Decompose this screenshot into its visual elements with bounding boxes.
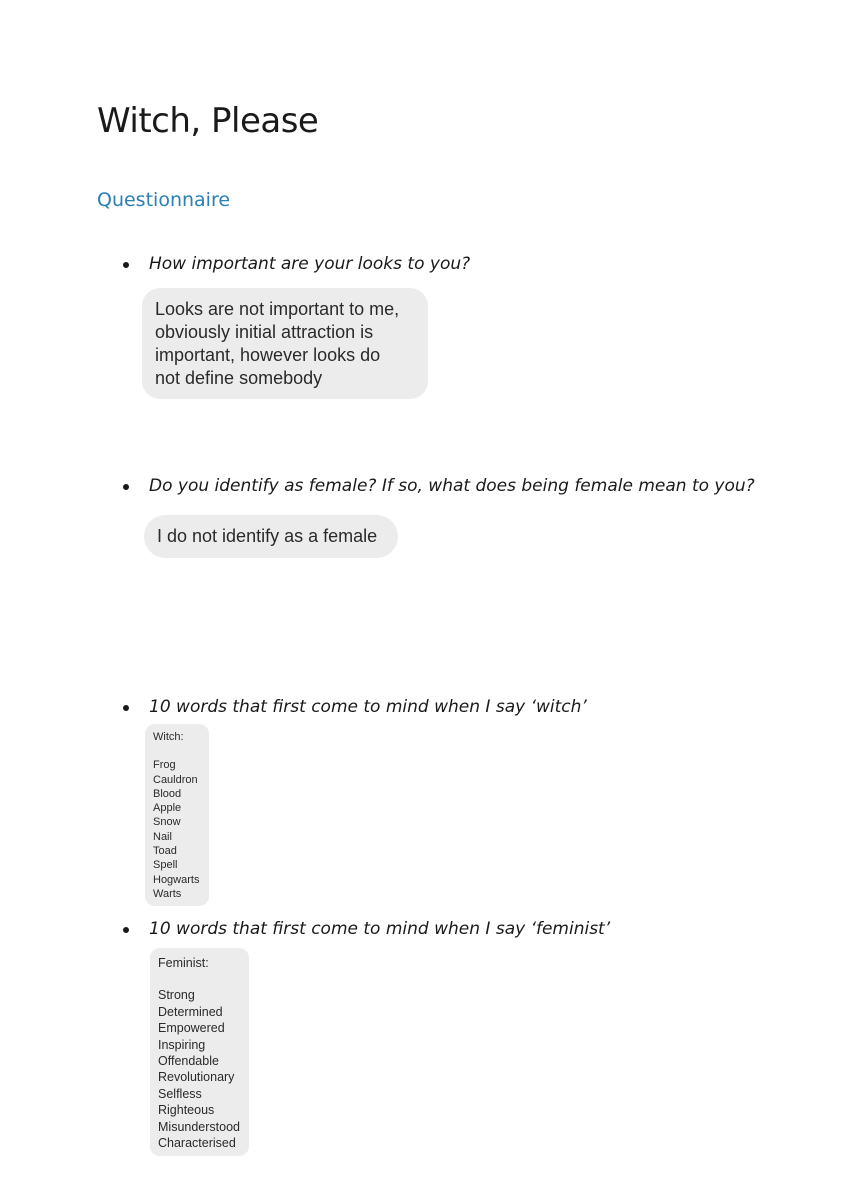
bullet-icon: [123, 705, 129, 711]
word-item: Frog: [153, 759, 176, 772]
word-item: Cauldron: [153, 773, 198, 786]
word-list-bubble: [150, 948, 249, 1156]
question-text: How important are your looks to you?: [149, 254, 471, 274]
answer-line: important, however looks do: [155, 345, 381, 365]
word-item: Blood: [153, 787, 182, 800]
word-item: Misunderstood: [158, 1119, 240, 1134]
word-item: Offendable: [158, 1054, 219, 1069]
word-list-heading: Feminist:: [158, 956, 209, 970]
word-item: Toad: [153, 845, 177, 858]
word-list-bubble: [145, 724, 209, 906]
word-list: [153, 758, 201, 901]
answer-line: obviously initial attraction is: [155, 322, 374, 342]
answer-line: not define somebody: [155, 368, 323, 388]
word-item: Inspiring: [158, 1037, 206, 1052]
word-item: Determined: [158, 1004, 223, 1019]
word-item: Empowered: [158, 1021, 225, 1036]
word-item: Hogwarts: [153, 873, 200, 886]
word-list-heading: Witch:: [153, 731, 184, 743]
bullet-icon: [123, 484, 129, 490]
answer-line: Looks are not important to me,: [155, 299, 400, 319]
word-item: Characterised: [158, 1136, 236, 1151]
answer-bubble: [142, 288, 428, 399]
question-text: 10 words that first come to mind when I say ‘feminist’: [149, 919, 611, 939]
answer-line: I do not identify as a female: [157, 526, 378, 546]
answer-bubble: [144, 515, 398, 558]
word-item: Warts: [153, 887, 182, 900]
word-item: Apple: [153, 802, 182, 815]
word-item: Snow: [153, 816, 181, 829]
word-item: Righteous: [158, 1103, 215, 1118]
section-heading: Questionnaire: [97, 189, 231, 211]
word-list: [158, 987, 241, 1151]
question-text: 10 words that first come to mind when I say ‘witch’: [149, 697, 587, 717]
bullet-icon: [123, 927, 129, 933]
word-item: Selfless: [158, 1086, 202, 1101]
page-title: Witch, Please: [97, 101, 319, 141]
word-item: Strong: [158, 988, 195, 1003]
word-item: Revolutionary: [158, 1070, 235, 1085]
question-text: Do you identify as female? If so, what does being female mean to you?: [149, 476, 755, 496]
word-item: Nail: [153, 830, 172, 843]
bullet-icon: [123, 262, 129, 268]
word-item: Spell: [153, 859, 178, 872]
